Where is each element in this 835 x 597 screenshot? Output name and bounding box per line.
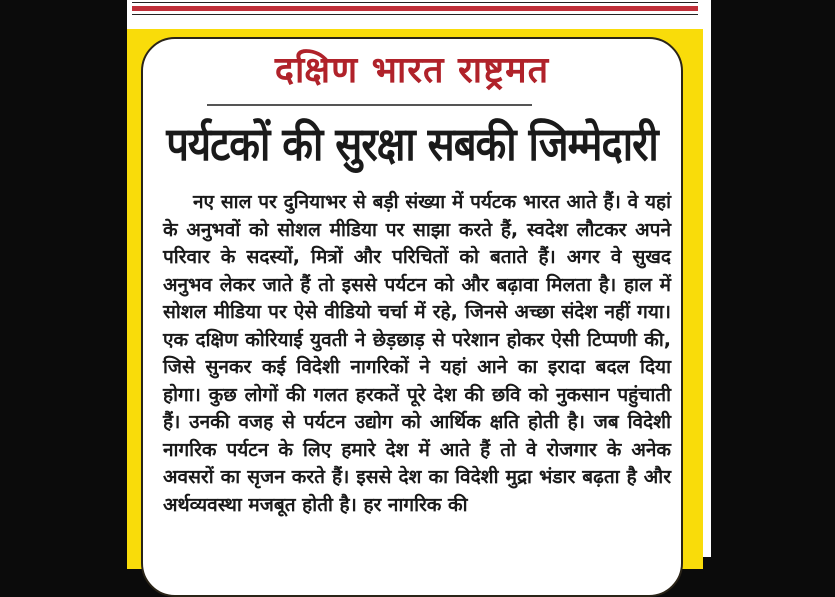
article-body: नए साल पर दुनियाभर से बड़ी संख्या में पर्यटक भारत आते हैं। वे यहां के अनुभवों को सोशल मीडिया पर साझा करते हैं, स्वदेश लौटकर अपने परिवार के सदस्यों, मित्रों और परिचितों को बताते हैं। अगर वे सुखद अनुभव लेकर जाते हैं तो इससे पर्यटन को और बढ़ावा मिलता है। हाल में सोशल मीडिया पर ऐसे वीडियो चर्चा में रहे, जिनसे अच्छा संदेश नहीं गया। एक दक्षिण कोरियाई युवती ने छेड़छाड़ से परेशान होकर ऐसी टिप्पणी की, जिसे सुनकर कई विदेशी नागरिकों ने यहां आने का इरादा बदल दिया होगा। कुछ लोगों की गलत हरकतें पूरे देश की छवि को नुकसान पहुंचाती हैं। उनकी वजह से पर्यटन उद्योग को आर्थिक क्षति होती है। जब विदेशी नागरिक पर्यटन के लिए हमारे देश में आते हैं तो वे रोजगार के अनेक अवसरों का सृजन करते हैं। इससे देश का विदेशी मुद्रा भंडार बढ़ता है और अर्थव्यवस्था मजबूत होती है। हर नागरिक की	[163, 191, 671, 516]
top-thin-rule	[132, 2, 698, 3]
bottom-thin-rule	[132, 14, 698, 15]
editorial-card	[141, 37, 683, 597]
top-red-rule	[132, 6, 698, 11]
masthead-title: दक्षिण भारत राष्ट्रमत	[274, 50, 550, 91]
masthead-divider	[207, 104, 532, 106]
newspaper-page	[127, 0, 711, 557]
editorial-box	[127, 29, 703, 569]
article-headline: पर्यटकों की सुरक्षा सबकी जिम्मेदारी	[166, 118, 658, 172]
